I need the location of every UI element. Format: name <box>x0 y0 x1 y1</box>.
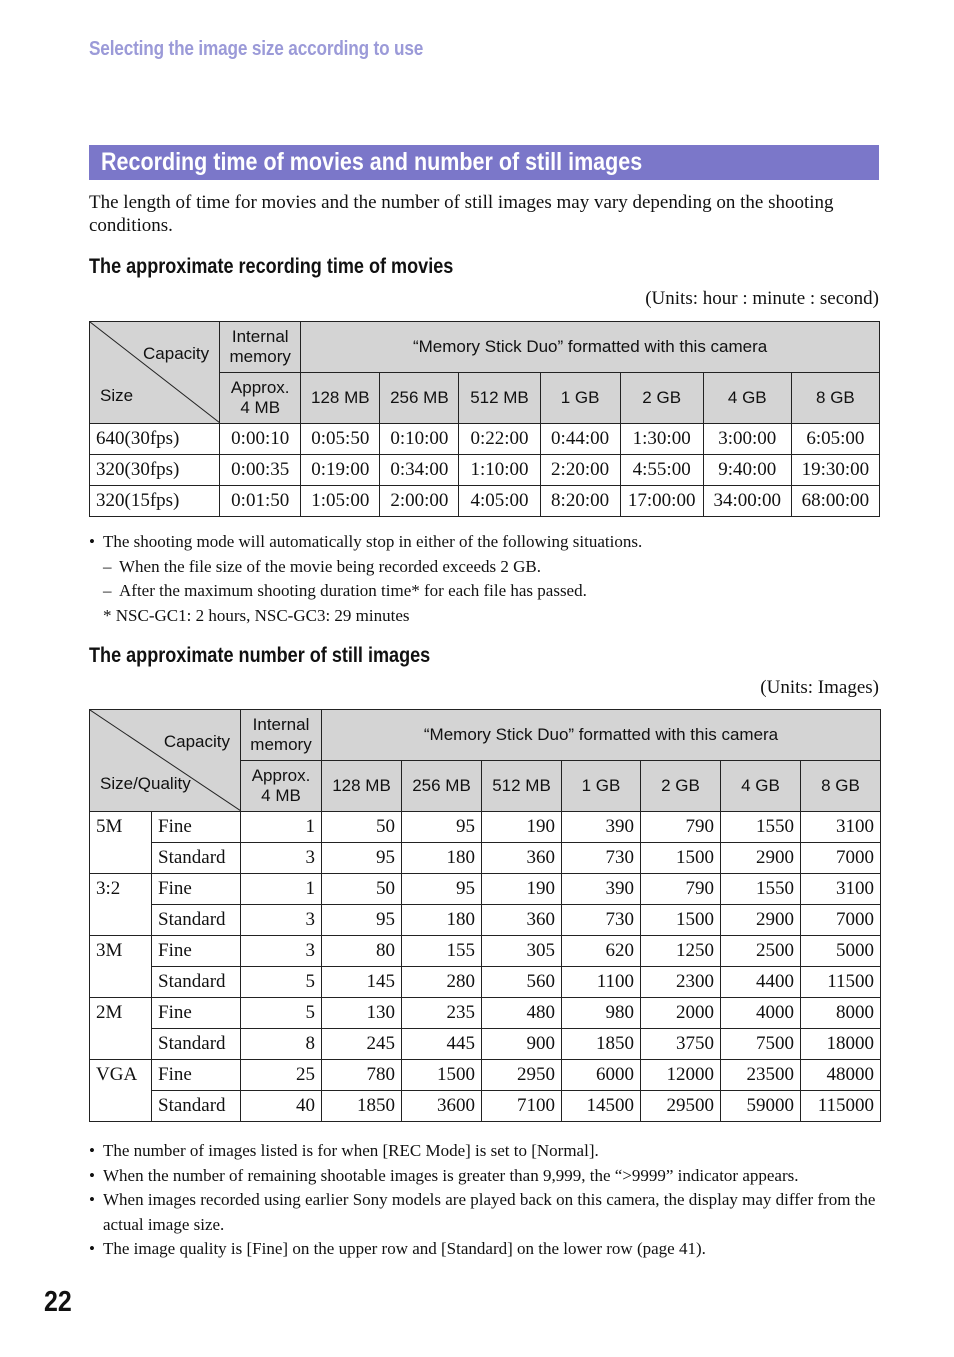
stills-count-cell: 390 <box>562 812 641 843</box>
stills-count-cell: 7000 <box>801 843 881 874</box>
stills-count-cell: 790 <box>641 812 721 843</box>
table-row <box>90 1091 881 1122</box>
movies-time-cell: 3:00:00 <box>703 424 791 455</box>
movies-capacity-7: 8 GB <box>791 373 879 424</box>
stills-count-cell: 235 <box>402 998 482 1029</box>
stills-notes <box>89 1139 879 1262</box>
stills-count-cell: 50 <box>322 874 402 905</box>
stills-capacity-0: Approx. 4 MB <box>241 761 322 812</box>
movies-time-cell: 4:05:00 <box>459 486 540 517</box>
stills-size-cell: 2M <box>90 998 152 1060</box>
stills-size-cell: 3M <box>90 936 152 998</box>
movies-note-item: – When the file size of the movie being recorded exceeds 2 GB. <box>89 555 879 580</box>
section-title: Recording time of movies and number of still images <box>101 148 643 176</box>
movies-time-cell: 6:05:00 <box>791 424 879 455</box>
intro-paragraph: The length of time for movies and the number of still images may vary depending on the shooting conditions. <box>89 192 834 236</box>
table-row <box>90 812 881 843</box>
movies-time-cell: 0:05:50 <box>301 424 380 455</box>
stills-count-cell: 5 <box>241 967 322 998</box>
stills-units: (Units: Images) <box>760 677 879 698</box>
movies-corner-capacity: Capacity <box>143 344 210 363</box>
stills-count-cell: 155 <box>402 936 482 967</box>
stills-count-cell: 95 <box>402 812 482 843</box>
table-row <box>90 486 880 517</box>
stills-capacity-5: 2 GB <box>641 761 721 812</box>
stills-count-cell: 25 <box>241 1060 322 1091</box>
stills-quality-cell: Fine <box>152 936 241 967</box>
stills-count-cell: 1 <box>241 874 322 905</box>
movies-time-cell: 0:00:10 <box>220 424 301 455</box>
movies-size-cell: 320(30fps) <box>90 455 220 486</box>
stills-count-cell: 115000 <box>801 1091 881 1122</box>
stills-count-cell: 3100 <box>801 812 881 843</box>
movies-time-cell: 34:00:00 <box>703 486 791 517</box>
stills-count-cell: 280 <box>402 967 482 998</box>
stills-note-item: • When images recorded using earlier Sony models are played back on this camera, the display may differ from the actual image size. <box>89 1188 879 1237</box>
stills-count-cell: 59000 <box>721 1091 801 1122</box>
stills-capacity-1: 128 MB <box>322 761 402 812</box>
stills-count-cell: 390 <box>562 874 641 905</box>
stills-count-cell: 190 <box>482 812 562 843</box>
stills-count-cell: 1850 <box>322 1091 402 1122</box>
stills-count-cell: 180 <box>402 905 482 936</box>
stills-count-cell: 3 <box>241 936 322 967</box>
stills-count-cell: 190 <box>482 874 562 905</box>
stills-corner-capacity: Capacity <box>163 732 230 751</box>
stills-count-cell: 360 <box>482 905 562 936</box>
movies-note-item: * NSC-GC1: 2 hours, NSC-GC3: 29 minutes <box>103 605 410 625</box>
stills-quality-cell: Fine <box>152 998 241 1029</box>
movies-note-item: • The shooting mode will automatically stop in either of the following situations. <box>89 530 879 555</box>
stills-size-cell: 3:2 <box>90 874 152 936</box>
stills-capacity-2: 256 MB <box>402 761 482 812</box>
movies-size-cell: 320(15fps) <box>90 486 220 517</box>
movies-time-cell: 17:00:00 <box>620 486 703 517</box>
stills-count-cell: 4000 <box>721 998 801 1029</box>
stills-count-cell: 48000 <box>801 1060 881 1091</box>
stills-count-cell: 80 <box>322 936 402 967</box>
section-title-bar <box>89 145 879 180</box>
movies-capacity-4: 1 GB <box>540 373 620 424</box>
stills-count-cell: 1550 <box>721 874 801 905</box>
stills-count-cell: 4400 <box>721 967 801 998</box>
stills-count-cell: 1500 <box>641 843 721 874</box>
movies-time-cell: 0:34:00 <box>380 455 459 486</box>
stills-capacity-4: 1 GB <box>562 761 641 812</box>
stills-count-cell: 1 <box>241 812 322 843</box>
movies-note-item: – After the maximum shooting duration time* for each file has passed. <box>89 579 879 604</box>
stills-size-cell: 5M <box>90 812 152 874</box>
stills-count-cell: 1850 <box>562 1029 641 1060</box>
stills-corner-cell <box>90 710 241 812</box>
stills-count-cell: 7100 <box>482 1091 562 1122</box>
movies-time-cell: 0:01:50 <box>220 486 301 517</box>
stills-quality-cell: Fine <box>152 874 241 905</box>
stills-count-cell: 2500 <box>721 936 801 967</box>
movies-memory-stick-header: “Memory Stick Duo” formatted with this camera <box>301 322 880 373</box>
stills-count-cell: 23500 <box>721 1060 801 1091</box>
stills-quality-cell: Standard <box>152 967 241 998</box>
stills-count-cell: 8 <box>241 1029 322 1060</box>
stills-count-cell: 3750 <box>641 1029 721 1060</box>
stills-quality-cell: Standard <box>152 1091 241 1122</box>
movies-time-cell: 0:00:35 <box>220 455 301 486</box>
stills-count-cell: 11500 <box>801 967 881 998</box>
stills-count-cell: 50 <box>322 812 402 843</box>
movies-capacity-3: 512 MB <box>459 373 540 424</box>
table-row <box>90 1060 881 1091</box>
stills-note-item: • The image quality is [Fine] on the upper row and [Standard] on the lower row (page 41). <box>89 1237 879 1262</box>
movies-table <box>89 321 880 517</box>
table-row <box>90 936 881 967</box>
movies-time-cell: 0:22:00 <box>459 424 540 455</box>
stills-quality-cell: Fine <box>152 1060 241 1091</box>
movies-capacity-6: 4 GB <box>703 373 791 424</box>
movies-time-cell: 2:20:00 <box>540 455 620 486</box>
stills-count-cell: 445 <box>402 1029 482 1060</box>
stills-count-cell: 730 <box>562 843 641 874</box>
stills-subtitle: The approximate number of still images <box>89 644 431 667</box>
stills-note-item: • When the number of remaining shootable images is greater than 9,999, the “>9999” indicator appears. <box>89 1164 879 1189</box>
stills-count-cell: 95 <box>322 905 402 936</box>
stills-count-cell: 1100 <box>562 967 641 998</box>
stills-count-cell: 1250 <box>641 936 721 967</box>
movies-time-cell: 0:44:00 <box>540 424 620 455</box>
stills-count-cell: 40 <box>241 1091 322 1122</box>
movies-capacity-1: 128 MB <box>301 373 380 424</box>
movies-time-cell: 19:30:00 <box>791 455 879 486</box>
stills-count-cell: 130 <box>322 998 402 1029</box>
movies-units: (Units: hour : minute : second) <box>645 288 879 309</box>
table-row <box>90 843 881 874</box>
stills-count-cell: 305 <box>482 936 562 967</box>
diagonal-divider <box>90 710 241 811</box>
stills-count-cell: 7500 <box>721 1029 801 1060</box>
stills-corner-size: Size/Quality <box>100 774 191 793</box>
diagonal-divider <box>90 322 220 423</box>
stills-count-cell: 3100 <box>801 874 881 905</box>
stills-count-cell: 3 <box>241 905 322 936</box>
stills-count-cell: 1500 <box>641 905 721 936</box>
movies-time-cell: 0:19:00 <box>301 455 380 486</box>
movies-corner-cell <box>90 322 220 424</box>
stills-count-cell: 790 <box>641 874 721 905</box>
movies-time-cell: 4:55:00 <box>620 455 703 486</box>
running-header: Selecting the image size according to use <box>89 38 424 60</box>
stills-count-cell: 7000 <box>801 905 881 936</box>
movies-corner-size: Size <box>100 386 134 405</box>
movies-time-cell: 8:20:00 <box>540 486 620 517</box>
stills-count-cell: 12000 <box>641 1060 721 1091</box>
stills-count-cell: 2950 <box>482 1060 562 1091</box>
stills-count-cell: 780 <box>322 1060 402 1091</box>
movies-capacity-0: Approx. 4 MB <box>220 373 301 424</box>
stills-count-cell: 6000 <box>562 1060 641 1091</box>
stills-capacity-6: 4 GB <box>721 761 801 812</box>
movies-time-cell: 1:30:00 <box>620 424 703 455</box>
stills-count-cell: 2900 <box>721 843 801 874</box>
stills-count-cell: 620 <box>562 936 641 967</box>
movies-time-cell: 0:10:00 <box>380 424 459 455</box>
stills-count-cell: 2900 <box>721 905 801 936</box>
stills-count-cell: 145 <box>322 967 402 998</box>
stills-count-cell: 1500 <box>402 1060 482 1091</box>
stills-count-cell: 1550 <box>721 812 801 843</box>
stills-internal-memory-header: Internal memory <box>241 710 322 761</box>
table-row <box>90 998 881 1029</box>
stills-count-cell: 95 <box>402 874 482 905</box>
stills-quality-cell: Fine <box>152 812 241 843</box>
stills-count-cell: 360 <box>482 843 562 874</box>
movies-internal-memory-header: Internal memory <box>220 322 301 373</box>
stills-capacity-3: 512 MB <box>482 761 562 812</box>
stills-note-item: • The number of images listed is for when [REC Mode] is set to [Normal]. <box>89 1139 879 1164</box>
stills-count-cell: 245 <box>322 1029 402 1060</box>
movies-header-row <box>90 322 880 373</box>
movies-subtitle: The approximate recording time of movies <box>89 255 454 278</box>
stills-count-cell: 3 <box>241 843 322 874</box>
stills-memory-stick-header: “Memory Stick Duo” formatted with this camera <box>322 710 881 761</box>
movies-size-cell: 640(30fps) <box>90 424 220 455</box>
movies-time-cell: 2:00:00 <box>380 486 459 517</box>
table-row <box>90 455 880 486</box>
movies-time-cell: 68:00:00 <box>791 486 879 517</box>
stills-count-cell: 14500 <box>562 1091 641 1122</box>
table-row <box>90 424 880 455</box>
movies-time-cell: 9:40:00 <box>703 455 791 486</box>
stills-count-cell: 8000 <box>801 998 881 1029</box>
stills-count-cell: 480 <box>482 998 562 1029</box>
stills-header-row <box>90 710 881 761</box>
stills-count-cell: 980 <box>562 998 641 1029</box>
movies-capacity-5: 2 GB <box>620 373 703 424</box>
table-row <box>90 905 881 936</box>
movies-time-cell: 1:05:00 <box>301 486 380 517</box>
stills-size-cell: VGA <box>90 1060 152 1122</box>
stills-quality-cell: Standard <box>152 843 241 874</box>
movies-notes <box>89 530 879 628</box>
movies-time-cell: 1:10:00 <box>459 455 540 486</box>
table-row <box>90 874 881 905</box>
stills-count-cell: 95 <box>322 843 402 874</box>
stills-count-cell: 560 <box>482 967 562 998</box>
stills-count-cell: 29500 <box>641 1091 721 1122</box>
stills-count-cell: 180 <box>402 843 482 874</box>
stills-count-cell: 2300 <box>641 967 721 998</box>
stills-count-cell: 5 <box>241 998 322 1029</box>
page-number: 22 <box>44 1286 72 1318</box>
stills-table <box>89 709 881 1122</box>
stills-capacity-7: 8 GB <box>801 761 881 812</box>
stills-count-cell: 3600 <box>402 1091 482 1122</box>
stills-quality-cell: Standard <box>152 905 241 936</box>
table-row <box>90 1029 881 1060</box>
stills-count-cell: 900 <box>482 1029 562 1060</box>
stills-count-cell: 730 <box>562 905 641 936</box>
stills-quality-cell: Standard <box>152 1029 241 1060</box>
stills-count-cell: 18000 <box>801 1029 881 1060</box>
stills-count-cell: 5000 <box>801 936 881 967</box>
movies-capacity-2: 256 MB <box>380 373 459 424</box>
stills-count-cell: 2000 <box>641 998 721 1029</box>
table-row <box>90 967 881 998</box>
